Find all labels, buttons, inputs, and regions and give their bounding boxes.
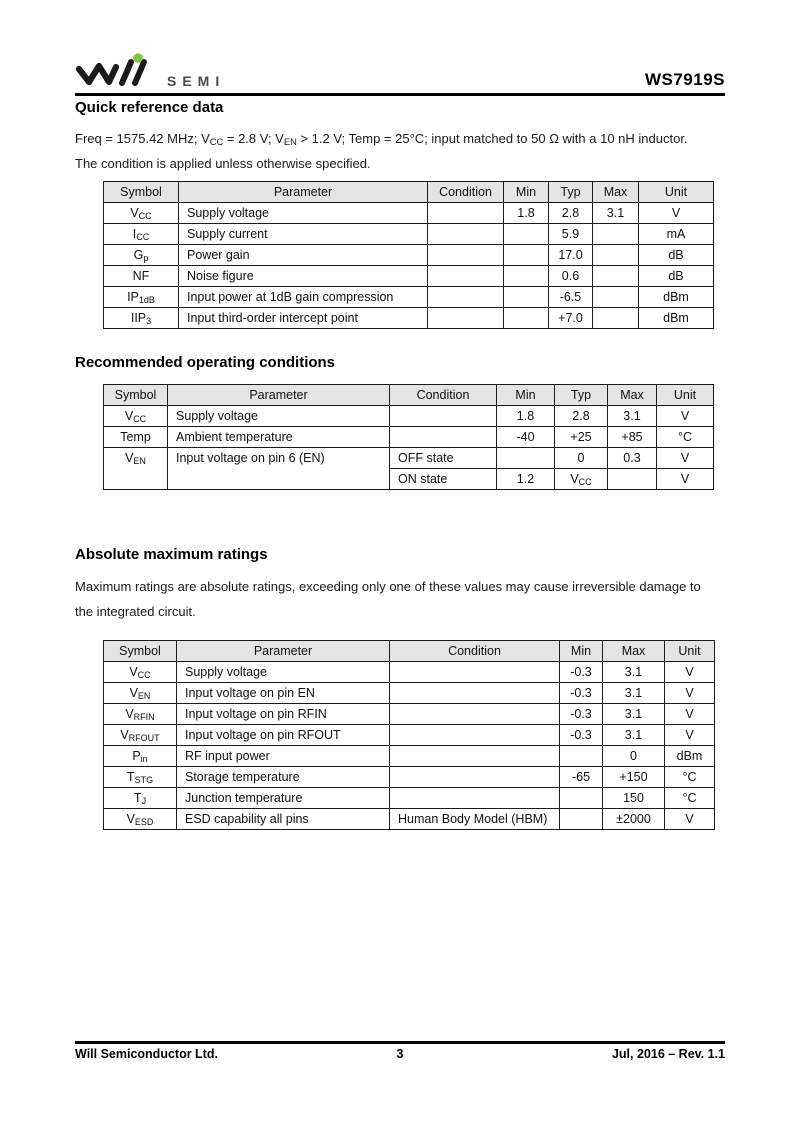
table-cell: [560, 788, 603, 809]
table-cell: [390, 704, 560, 725]
page-footer: [75, 1047, 725, 1061]
table-cell: 17.0: [549, 245, 593, 266]
section-title-absolute-maximum: Absolute maximum ratings: [75, 546, 268, 563]
table-cell: °C: [657, 427, 714, 448]
table-cell: 2.8: [549, 203, 593, 224]
table-cell: Input voltage on pin EN: [177, 683, 390, 704]
table-cell: -65: [560, 767, 603, 788]
table-cell: Input power at 1dB gain compression: [179, 287, 428, 308]
table-cell: -6.5: [549, 287, 593, 308]
table-cell: Input voltage on pin 6 (EN): [168, 448, 390, 490]
table-cell: Storage temperature: [177, 767, 390, 788]
table-cell: 1.2: [497, 469, 555, 490]
table-cell: Supply voltage: [168, 406, 390, 427]
logo-dot-icon: [133, 53, 143, 63]
table-cell: $V_{RFOUT}$: [104, 725, 177, 746]
table-cell: mA: [639, 224, 714, 245]
logo-brand-text: SEMI: [167, 73, 226, 89]
table-row: [104, 266, 714, 287]
table-row: [104, 809, 715, 830]
intro-line-2: the integrated circuit.: [75, 604, 196, 619]
header-row: [104, 182, 714, 203]
table-row: [104, 224, 714, 245]
column-header: Min: [560, 641, 603, 662]
table-cell: [390, 683, 560, 704]
table-cell: Supply voltage: [179, 203, 428, 224]
page-header: [75, 50, 725, 92]
table-cell: [390, 406, 497, 427]
column-header: Condition: [390, 641, 560, 662]
column-header: Min: [504, 182, 549, 203]
quick-reference-intro: [75, 126, 688, 176]
table-cell: Power gain: [179, 245, 428, 266]
table-cell: $P_{in}$: [104, 746, 177, 767]
table-cell: NF: [104, 266, 179, 287]
header-row: [104, 385, 714, 406]
part-number: WS7919S: [644, 70, 725, 89]
intro-line-2: The condition is applied unless otherwise specified.: [75, 156, 371, 171]
table-cell: 3.1: [593, 203, 639, 224]
table-cell: V: [665, 725, 715, 746]
table-cell: [504, 308, 549, 329]
table-cell: [428, 245, 504, 266]
column-header: Unit: [665, 641, 715, 662]
table-cell: [504, 266, 549, 287]
table-cell: dB: [639, 245, 714, 266]
column-header: Max: [603, 641, 665, 662]
table-row: [104, 406, 714, 427]
table-cell: [428, 287, 504, 308]
table-cell: $IP_{1dB}$: [104, 287, 179, 308]
table-cell: Supply current: [179, 224, 428, 245]
table-cell: [428, 203, 504, 224]
table-cell: -0.3: [560, 725, 603, 746]
table-row: [104, 427, 714, 448]
table-cell: [428, 224, 504, 245]
willsemi-logo-icon: [75, 52, 155, 92]
table-cell: [593, 308, 639, 329]
column-header: Condition: [390, 385, 497, 406]
table-cell: $T_{STG}$: [104, 767, 177, 788]
absolute-maximum-intro: [75, 574, 701, 624]
table-cell: $G_p$: [104, 245, 179, 266]
table-cell: 1.8: [497, 406, 555, 427]
table-cell: +25: [555, 427, 608, 448]
table-cell: -0.3: [560, 683, 603, 704]
table-row: [104, 287, 714, 308]
table-cell: [390, 767, 560, 788]
logo-slash-icon: [135, 62, 144, 83]
table-row: [104, 203, 714, 224]
column-header: Symbol: [104, 641, 177, 662]
table-cell: 3.1: [603, 704, 665, 725]
table-cell: [593, 266, 639, 287]
table-cell: $V_{CC}$: [104, 203, 179, 224]
table-cell: 2.8: [555, 406, 608, 427]
table-cell: RF input power: [177, 746, 390, 767]
table-cell: OFF state: [390, 448, 497, 469]
column-header: Parameter: [168, 385, 390, 406]
column-header: Symbol: [104, 182, 179, 203]
table-cell: V: [665, 809, 715, 830]
column-header: Unit: [639, 182, 714, 203]
table-cell: Temp: [104, 427, 168, 448]
table-cell: dBm: [639, 287, 714, 308]
quick-reference-table: [103, 181, 714, 329]
column-header: Typ: [555, 385, 608, 406]
table-cell: [390, 662, 560, 683]
table-cell: Ambient temperature: [168, 427, 390, 448]
absolute-maximum-table: [103, 640, 715, 830]
table-cell: V: [657, 469, 714, 490]
column-header: Unit: [657, 385, 714, 406]
table-cell: [560, 746, 603, 767]
column-header: Max: [593, 182, 639, 203]
table-cell: Input voltage on pin RFOUT: [177, 725, 390, 746]
table-cell: V: [665, 683, 715, 704]
table-cell: +150: [603, 767, 665, 788]
table-cell: Input voltage on pin RFIN: [177, 704, 390, 725]
table-cell: Supply voltage: [177, 662, 390, 683]
table-cell: +7.0: [549, 308, 593, 329]
table-cell: [390, 746, 560, 767]
table-cell: -40: [497, 427, 555, 448]
table-cell: Human Body Model (HBM): [390, 809, 560, 830]
table-cell: ESD capability all pins: [177, 809, 390, 830]
column-header: Parameter: [179, 182, 428, 203]
table-row: [104, 788, 715, 809]
table-row: [104, 683, 715, 704]
footer-page-number: 3: [396, 1047, 404, 1061]
table-cell: $IIP_3$: [104, 308, 179, 329]
table-cell: $V_{CC}$: [104, 406, 168, 427]
header-row: [104, 641, 715, 662]
table-row: [104, 308, 714, 329]
table-cell: $T_J$: [104, 788, 177, 809]
table-cell: $V_{CC}$: [104, 662, 177, 683]
footer-revision: Jul, 2016 – Rev. 1.1: [611, 1047, 726, 1061]
willsemi-logo: [75, 52, 225, 92]
table-row: [104, 767, 715, 788]
column-header: Parameter: [177, 641, 390, 662]
table-cell: 3.1: [603, 683, 665, 704]
column-header: Min: [497, 385, 555, 406]
table-cell: V: [665, 704, 715, 725]
table-cell: [497, 448, 555, 469]
table-cell: [504, 287, 549, 308]
table-cell: V: [657, 406, 714, 427]
table-row: [104, 245, 714, 266]
table-cell: [428, 308, 504, 329]
table-cell: V: [665, 662, 715, 683]
table-cell: 0.3: [608, 448, 657, 469]
table-cell: ±2000: [603, 809, 665, 830]
table-cell: 1.8: [504, 203, 549, 224]
column-header: Typ: [549, 182, 593, 203]
table-cell: $V_{EN}$: [104, 448, 168, 490]
table-cell: -0.3: [560, 704, 603, 725]
table-cell: 0: [555, 448, 608, 469]
table-cell: [608, 469, 657, 490]
column-header: Symbol: [104, 385, 168, 406]
table-cell: [390, 725, 560, 746]
section-title-recommended-operating: Recommended operating conditions: [75, 354, 336, 371]
column-header: Condition: [428, 182, 504, 203]
footer-rule: [75, 1041, 725, 1044]
table-cell: 0: [603, 746, 665, 767]
logo-slash-icon: [122, 62, 131, 83]
table-cell: 3.1: [603, 725, 665, 746]
table-cell: 5.9: [549, 224, 593, 245]
table-cell: Noise figure: [179, 266, 428, 287]
column-header: Max: [608, 385, 657, 406]
table-cell: [390, 788, 560, 809]
recommended-operating-table: [103, 384, 714, 490]
table-row: [104, 662, 715, 683]
table-cell: $V_{EN}$: [104, 683, 177, 704]
table-cell: [560, 809, 603, 830]
table-cell: $V_{ESD}$: [104, 809, 177, 830]
table-cell: $I_{CC}$: [104, 224, 179, 245]
table-cell: $V_{CC}$: [555, 469, 608, 490]
table-cell: 3.1: [603, 662, 665, 683]
table-cell: Input third-order intercept point: [179, 308, 428, 329]
table-cell: 3.1: [608, 406, 657, 427]
intro-line-1: Freq = 1575.42 MHz; $V_{CC} = 2.8$ V; $V_{EN} > 1.2$ V; Temp = 25°C; input matched to 50 Ω with a 10 nH inductor.: [75, 131, 688, 148]
table-cell: $V_{RFIN}$: [104, 704, 177, 725]
table-cell: [504, 224, 549, 245]
table-cell: ON state: [390, 469, 497, 490]
table-row: [104, 704, 715, 725]
table-cell: [428, 266, 504, 287]
table-cell: dBm: [639, 308, 714, 329]
intro-line-1: Maximum ratings are absolute ratings, exceeding only one of these values may cause irreversible damage to: [75, 579, 701, 594]
footer-company: Will Semiconductor Ltd.: [75, 1047, 218, 1061]
table-cell: V: [639, 203, 714, 224]
table-row: [104, 448, 714, 469]
table-cell: °C: [665, 788, 715, 809]
table-cell: [593, 245, 639, 266]
logo-wave-icon: [79, 66, 116, 82]
table-cell: dBm: [665, 746, 715, 767]
table-cell: +85: [608, 427, 657, 448]
table-cell: [593, 224, 639, 245]
header-rule: [75, 93, 725, 96]
table-row: [104, 725, 715, 746]
section-title-quick-reference: Quick reference data: [75, 99, 224, 116]
table-cell: Junction temperature: [177, 788, 390, 809]
table-cell: [390, 427, 497, 448]
table-cell: [593, 287, 639, 308]
table-row: [104, 746, 715, 767]
table-cell: °C: [665, 767, 715, 788]
table-cell: -0.3: [560, 662, 603, 683]
table-cell: 0.6: [549, 266, 593, 287]
table-cell: 150: [603, 788, 665, 809]
table-cell: dB: [639, 266, 714, 287]
table-cell: [504, 245, 549, 266]
table-cell: V: [657, 448, 714, 469]
